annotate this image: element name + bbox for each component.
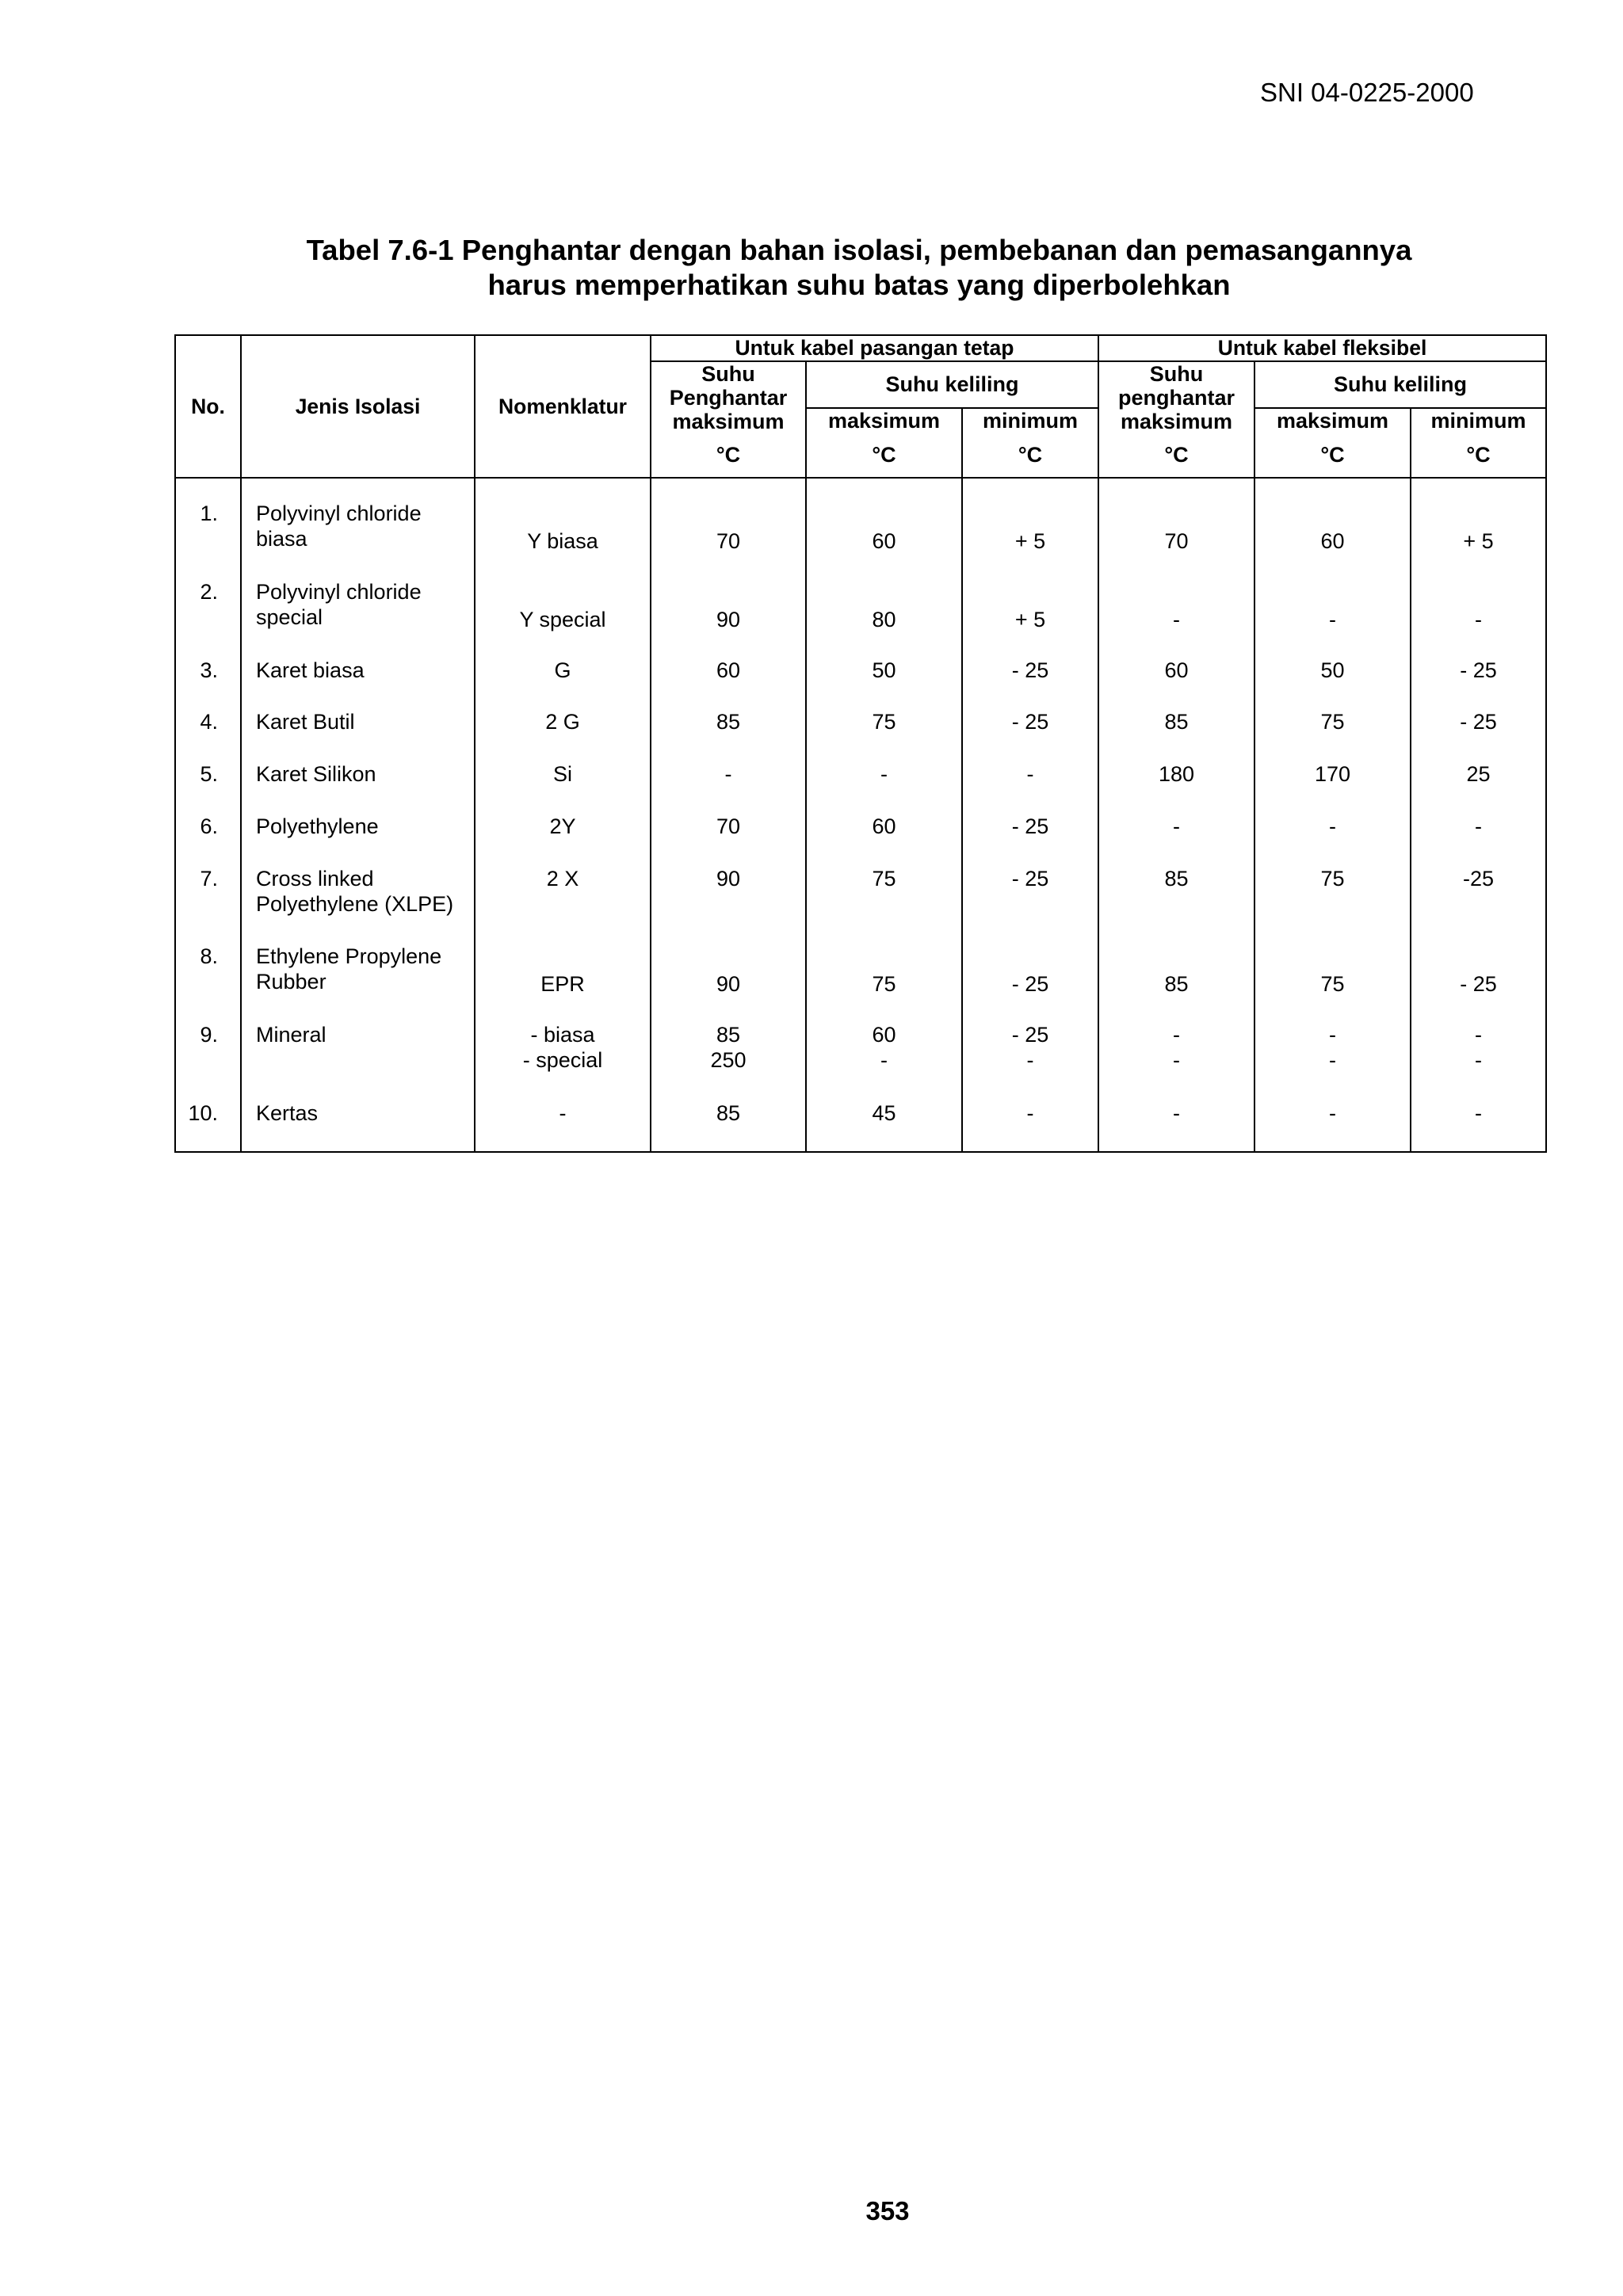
- cell-conductor-max-fixed-line: 85: [716, 710, 741, 734]
- cell-ambient-min-flexible-line: -: [1475, 1048, 1483, 1073]
- cell-nomenklatur-line: 2 G: [545, 710, 580, 734]
- cell-ambient-min-flexible: [1411, 566, 1546, 645]
- cell-ambient-min-fixed: [962, 853, 1098, 932]
- cell-conductor-max-fixed-line: 70: [716, 814, 741, 838]
- cell-no: 3.: [175, 645, 241, 697]
- cell-jenis-isolasi: [241, 696, 475, 749]
- cell-conductor-max-flexible: [1098, 1088, 1254, 1152]
- cell-conductor-max-flexible-line: -: [1173, 607, 1180, 631]
- cell-jenis-isolasi-line: Polyethylene: [256, 814, 379, 838]
- unit-celsius: °C: [1254, 433, 1411, 478]
- cell-no: 1.: [175, 478, 241, 566]
- cell-ambient-max-flexible-line: -: [1329, 607, 1336, 631]
- cell-conductor-max-fixed-line: 85: [716, 1023, 741, 1047]
- cell-ambient-max-fixed: [806, 749, 962, 801]
- cell-jenis-isolasi: [241, 749, 475, 801]
- cell-ambient-min-flexible: [1411, 696, 1546, 749]
- cell-ambient-min-fixed-line: - 25: [1011, 814, 1049, 838]
- cell-nomenklatur-line: Y special: [519, 607, 606, 631]
- cell-jenis-isolasi: [241, 645, 475, 697]
- cell-ambient-min-flexible-line: -: [1475, 1100, 1483, 1125]
- cell-conductor-max-flexible-line: -: [1173, 814, 1180, 838]
- cell-ambient-max-flexible-line: 75: [1320, 866, 1345, 891]
- table-row: [175, 931, 1546, 1009]
- cell-jenis-isolasi-line: special: [256, 605, 323, 630]
- header-nomenklatur: Nomenklatur: [475, 335, 651, 478]
- cell-nomenklatur: [475, 566, 651, 645]
- cell-conductor-max-fixed: [651, 801, 806, 853]
- cell-conductor-max-fixed: [651, 1009, 806, 1088]
- table-row: [175, 853, 1546, 932]
- cell-conductor-max-flexible: [1098, 645, 1254, 697]
- header-conductor-temp-flexible: Suhu penghantar maksimum: [1098, 361, 1254, 433]
- cell-ambient-min-fixed: [962, 566, 1098, 645]
- table-row: [175, 645, 1546, 697]
- cell-conductor-max-fixed: [651, 749, 806, 801]
- cell-nomenklatur: [475, 1009, 651, 1088]
- cell-ambient-min-flexible: [1411, 478, 1546, 566]
- cell-ambient-min-flexible: [1411, 1088, 1546, 1152]
- cell-ambient-max-fixed-line: 75: [872, 866, 896, 891]
- cell-ambient-min-fixed-line: - 25: [1011, 658, 1049, 682]
- cell-ambient-min-fixed-line: -: [1026, 1100, 1034, 1125]
- cell-ambient-max-flexible: [1254, 566, 1411, 645]
- cell-ambient-max-fixed-line: 80: [872, 607, 896, 631]
- cell-ambient-max-fixed: [806, 566, 962, 645]
- cell-conductor-max-fixed: [651, 566, 806, 645]
- cell-ambient-min-flexible-line: - 25: [1460, 658, 1497, 682]
- cell-conductor-max-fixed-line: 85: [716, 1100, 741, 1125]
- cell-ambient-max-flexible-line: 75: [1320, 710, 1345, 734]
- cell-conductor-max-flexible: [1098, 696, 1254, 749]
- cell-ambient-min-flexible-line: - 25: [1460, 710, 1497, 734]
- header-ambient-temp-flexible: Suhu keliling: [1254, 361, 1546, 408]
- cell-ambient-min-fixed: [962, 1088, 1098, 1152]
- table-title: [0, 233, 1623, 303]
- cell-no: 10.: [175, 1088, 241, 1152]
- cell-no: 6.: [175, 801, 241, 853]
- cell-ambient-min-fixed: [962, 645, 1098, 697]
- cell-ambient-min-fixed-line: + 5: [1014, 529, 1046, 554]
- cell-nomenklatur: [475, 696, 651, 749]
- cell-conductor-max-flexible-line: -: [1173, 1100, 1180, 1125]
- cell-conductor-max-flexible: [1098, 566, 1254, 645]
- cell-ambient-min-fixed-line: -: [1026, 762, 1034, 787]
- cell-ambient-min-flexible-line: - 25: [1460, 972, 1497, 997]
- header-group-fixed-cable: Untuk kabel pasangan tetap: [651, 335, 1098, 361]
- cell-ambient-max-flexible-line: 170: [1314, 762, 1351, 787]
- table-row: [175, 478, 1546, 566]
- temperature-limits-table: [174, 334, 1547, 1153]
- table-row: [175, 749, 1546, 801]
- cell-ambient-min-fixed: [962, 478, 1098, 566]
- cell-no: 8.: [175, 931, 241, 1009]
- cell-ambient-min-flexible-line: + 5: [1463, 529, 1494, 554]
- cell-ambient-max-flexible-line: -: [1329, 1023, 1336, 1047]
- cell-nomenklatur: [475, 478, 651, 566]
- cell-ambient-min-flexible-line: -: [1475, 1023, 1483, 1047]
- cell-ambient-max-flexible: [1254, 478, 1411, 566]
- cell-jenis-isolasi-line: Ethylene Propylene: [256, 944, 442, 969]
- cell-conductor-max-fixed-line: 90: [716, 607, 741, 631]
- cell-ambient-max-flexible-line: 75: [1320, 972, 1345, 997]
- cell-ambient-max-flexible-line: -: [1329, 1048, 1336, 1073]
- cell-ambient-max-flexible-line: -: [1329, 814, 1336, 838]
- cell-nomenklatur-line: 2Y: [549, 814, 576, 838]
- table-row: [175, 696, 1546, 749]
- cell-no: 4.: [175, 696, 241, 749]
- cell-ambient-max-fixed-line: 75: [872, 972, 896, 997]
- cell-conductor-max-fixed-line: 60: [716, 658, 741, 682]
- cell-conductor-max-flexible: [1098, 931, 1254, 1009]
- cell-nomenklatur: [475, 1088, 651, 1152]
- header-min-fixed: minimum: [962, 408, 1098, 433]
- cell-ambient-min-flexible-line: -25: [1463, 866, 1495, 891]
- cell-conductor-max-fixed: [651, 696, 806, 749]
- cell-conductor-max-fixed-line: 90: [716, 972, 741, 997]
- cell-nomenklatur-line: EPR: [540, 972, 585, 997]
- cell-ambient-min-flexible: [1411, 645, 1546, 697]
- cell-conductor-max-fixed: [651, 1088, 806, 1152]
- cell-ambient-max-fixed: [806, 931, 962, 1009]
- cell-ambient-max-flexible: [1254, 696, 1411, 749]
- cell-jenis-isolasi-line: Kertas: [256, 1100, 319, 1125]
- cell-ambient-min-flexible: [1411, 801, 1546, 853]
- cell-ambient-min-fixed-line: - 25: [1011, 1023, 1049, 1047]
- cell-jenis-isolasi-line: Karet Silikon: [256, 762, 376, 787]
- cell-ambient-max-flexible: [1254, 931, 1411, 1009]
- cell-conductor-max-fixed: [651, 853, 806, 932]
- cell-conductor-max-fixed-line: 70: [716, 529, 741, 554]
- cell-ambient-min-flexible: [1411, 749, 1546, 801]
- cell-ambient-max-flexible: [1254, 801, 1411, 853]
- cell-jenis-isolasi-line: biasa: [256, 527, 307, 551]
- cell-jenis-isolasi-line: Polyethylene (XLPE): [256, 891, 454, 916]
- cell-nomenklatur-line: - biasa: [530, 1023, 595, 1047]
- header-jenis-isolasi: Jenis Isolasi: [241, 335, 475, 478]
- cell-ambient-min-fixed-line: + 5: [1014, 607, 1046, 631]
- cell-ambient-max-flexible: [1254, 645, 1411, 697]
- cell-conductor-max-fixed: [651, 931, 806, 1009]
- cell-ambient-max-fixed-line: 60: [872, 814, 896, 838]
- cell-ambient-min-flexible: [1411, 1009, 1546, 1088]
- cell-ambient-max-fixed: [806, 1088, 962, 1152]
- cell-conductor-max-flexible-line: 85: [1164, 972, 1189, 997]
- cell-ambient-max-flexible-line: -: [1329, 1100, 1336, 1125]
- cell-jenis-isolasi: [241, 566, 475, 645]
- table-row: [175, 1009, 1546, 1088]
- cell-nomenklatur: [475, 749, 651, 801]
- cell-ambient-max-fixed: [806, 1009, 962, 1088]
- cell-jenis-isolasi: [241, 853, 475, 932]
- cell-jenis-isolasi-line: Mineral: [256, 1023, 327, 1047]
- cell-ambient-min-fixed-line: - 25: [1011, 710, 1049, 734]
- cell-ambient-max-fixed: [806, 645, 962, 697]
- cell-conductor-max-fixed: [651, 645, 806, 697]
- cell-conductor-max-flexible-line: 85: [1164, 710, 1189, 734]
- cell-nomenklatur-line: G: [554, 658, 571, 682]
- unit-celsius: °C: [1098, 433, 1254, 478]
- cell-ambient-max-flexible: [1254, 1009, 1411, 1088]
- cell-jenis-isolasi: [241, 931, 475, 1009]
- cell-conductor-max-fixed-line: 90: [716, 866, 741, 891]
- table-title-line-2: harus memperhatikan suhu batas yang diperbolehkan: [487, 269, 1231, 301]
- page-number: 353: [865, 2196, 910, 2225]
- cell-nomenklatur-line: - special: [522, 1048, 603, 1073]
- cell-conductor-max-flexible: [1098, 1009, 1254, 1088]
- cell-jenis-isolasi-line: Karet biasa: [256, 658, 365, 682]
- cell-ambient-max-fixed-line: -: [880, 1048, 888, 1073]
- table-row: [175, 566, 1546, 645]
- table-body: [175, 478, 1546, 1152]
- cell-conductor-max-flexible-line: 180: [1158, 762, 1195, 787]
- cell-nomenklatur-line: -: [559, 1100, 567, 1125]
- cell-ambient-min-flexible-line: 25: [1466, 762, 1491, 787]
- header-max-flexible: maksimum: [1254, 408, 1411, 433]
- cell-jenis-isolasi: [241, 1009, 475, 1088]
- unit-celsius: °C: [806, 433, 962, 478]
- cell-conductor-max-flexible-line: 70: [1164, 529, 1189, 554]
- cell-ambient-max-fixed: [806, 853, 962, 932]
- header-ambient-temp-fixed: Suhu keliling: [806, 361, 1098, 408]
- cell-conductor-max-flexible-line: -: [1173, 1023, 1180, 1047]
- cell-conductor-max-flexible: [1098, 749, 1254, 801]
- cell-conductor-max-flexible-line: -: [1173, 1048, 1180, 1073]
- unit-celsius: °C: [1411, 433, 1546, 478]
- cell-jenis-isolasi-line: Cross linked: [256, 866, 374, 891]
- cell-ambient-min-fixed-line: -: [1026, 1048, 1034, 1073]
- cell-ambient-max-flexible: [1254, 853, 1411, 932]
- cell-ambient-max-flexible-line: 50: [1320, 658, 1345, 682]
- table-row: [175, 1088, 1546, 1152]
- cell-ambient-min-fixed: [962, 749, 1098, 801]
- header-max-fixed: maksimum: [806, 408, 962, 433]
- cell-ambient-min-flexible-line: -: [1475, 814, 1483, 838]
- cell-nomenklatur: [475, 931, 651, 1009]
- cell-conductor-max-flexible-line: 60: [1164, 658, 1189, 682]
- cell-nomenklatur: [475, 853, 651, 932]
- header-group-flexible-cable: Untuk kabel fleksibel: [1098, 335, 1546, 361]
- cell-ambient-min-fixed: [962, 801, 1098, 853]
- header-conductor-temp-fixed: Suhu Penghantar maksimum: [651, 361, 806, 433]
- cell-ambient-max-flexible: [1254, 749, 1411, 801]
- unit-celsius: °C: [651, 433, 806, 478]
- cell-ambient-max-fixed-line: 60: [872, 529, 896, 554]
- cell-conductor-max-fixed-line: 250: [710, 1048, 747, 1073]
- cell-ambient-max-fixed-line: 50: [872, 658, 896, 682]
- header-no: No.: [175, 335, 241, 478]
- cell-ambient-max-fixed-line: -: [880, 762, 888, 787]
- cell-nomenklatur-line: Si: [552, 762, 572, 787]
- cell-ambient-max-flexible-line: 60: [1320, 529, 1345, 554]
- cell-ambient-max-fixed-line: 60: [872, 1023, 896, 1047]
- cell-ambient-min-flexible-line: -: [1475, 607, 1483, 631]
- cell-ambient-min-flexible: [1411, 931, 1546, 1009]
- cell-ambient-min-fixed: [962, 696, 1098, 749]
- cell-no: 2.: [175, 566, 241, 645]
- cell-nomenklatur-line: 2 X: [546, 866, 579, 891]
- cell-ambient-min-fixed: [962, 931, 1098, 1009]
- cell-ambient-min-fixed-line: - 25: [1011, 866, 1049, 891]
- cell-no: 9.: [175, 1009, 241, 1088]
- cell-jenis-isolasi-line: Polyvinyl chloride: [256, 580, 422, 605]
- document-code: SNI 04-0225-2000: [1260, 78, 1474, 107]
- cell-ambient-max-fixed: [806, 478, 962, 566]
- cell-jenis-isolasi-line: Karet Butil: [256, 710, 355, 734]
- cell-no: 5.: [175, 749, 241, 801]
- unit-celsius: °C: [962, 433, 1098, 478]
- cell-conductor-max-flexible: [1098, 478, 1254, 566]
- table-title-line-1: Tabel 7.6-1 Penghantar dengan bahan isolasi, pembebanan dan pemasangannya: [306, 234, 1412, 266]
- cell-jenis-isolasi: [241, 1088, 475, 1152]
- cell-conductor-max-fixed: [651, 478, 806, 566]
- cell-ambient-max-flexible: [1254, 1088, 1411, 1152]
- cell-nomenklatur-line: Y biasa: [527, 529, 598, 554]
- header-min-flexible: minimum: [1411, 408, 1546, 433]
- cell-ambient-min-fixed-line: - 25: [1011, 972, 1049, 997]
- table-row: [175, 801, 1546, 853]
- cell-jenis-isolasi: [241, 478, 475, 566]
- cell-ambient-min-flexible: [1411, 853, 1546, 932]
- cell-no: 7.: [175, 853, 241, 932]
- cell-ambient-max-fixed: [806, 801, 962, 853]
- cell-ambient-max-fixed: [806, 696, 962, 749]
- cell-ambient-max-fixed-line: 75: [872, 710, 896, 734]
- cell-conductor-max-flexible: [1098, 801, 1254, 853]
- cell-nomenklatur: [475, 645, 651, 697]
- cell-conductor-max-fixed-line: -: [724, 762, 732, 787]
- cell-jenis-isolasi-line: Rubber: [256, 970, 327, 994]
- cell-jenis-isolasi: [241, 801, 475, 853]
- cell-conductor-max-flexible-line: 85: [1164, 866, 1189, 891]
- cell-ambient-min-fixed: [962, 1009, 1098, 1088]
- cell-ambient-max-fixed-line: 45: [872, 1100, 896, 1125]
- cell-jenis-isolasi-line: Polyvinyl chloride: [256, 502, 422, 525]
- cell-nomenklatur: [475, 801, 651, 853]
- cell-conductor-max-flexible: [1098, 853, 1254, 932]
